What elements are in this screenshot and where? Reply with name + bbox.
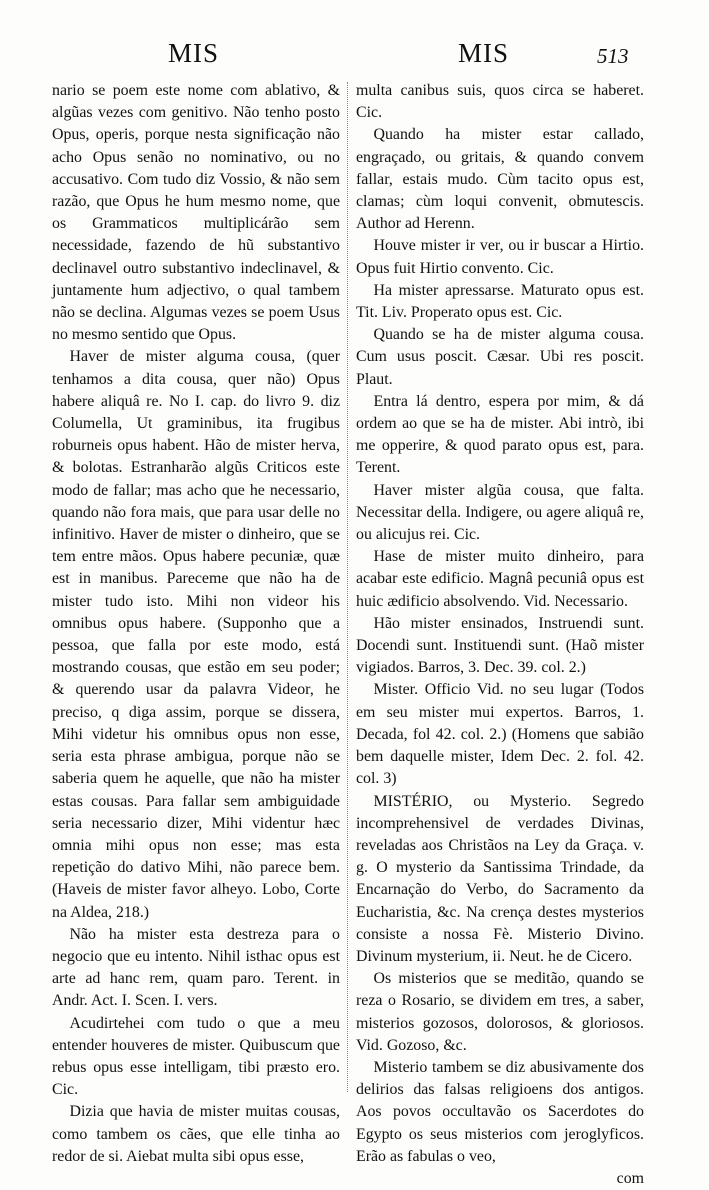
- paragraph: Quando se ha de mister alguma cousa. Cum usus poscit. Cæsar. Ubi res poscit. Plaut.: [356, 326, 644, 388]
- right-headword: MIS: [458, 38, 510, 68]
- paragraph: Ha mister apressarse. Maturato opus est. Tit. Liv. Properato opus est. Cic.: [356, 281, 644, 322]
- paragraph: Os misterios que se meditão, quando se reza o Rosario, se dividem em tres, a saber, misterios gozosos, dolorosos, & gloriosos. Vid. Gozoso, &c.: [356, 970, 644, 1054]
- catchword: com: [616, 1169, 644, 1187]
- paragraph: Hão mister ensinados, Instruendi sunt. Docendi sunt. Instituendi sunt. (Haõ mister vigiados. Barros, 3. Dec. 39. col. 2.): [356, 614, 644, 677]
- paragraph: nario se poem este nome com ablativo, & algũas vezes com genitivo. Não tenho posto Opus, operis, porque nesta significação não acho Opus senão no nominativo, ou no accusativo. Com tudo diz Vossio, & não sem razão, que Opus he hum mesmo nome, que os Grammaticos multiplicárão sem necessidade, fazendo de hũ substantivo declinavel outro substantivo indeclinavel, & juntamente hum adjectivo, o qual tambem não se declina. Algumas vezes se poem Usus no mesmo sentido que Opus.: [52, 82, 340, 344]
- paragraph: Quando ha mister estar callado, engraçado, ou gritais, & quando convem fallar, estais mudo. Cùm tacito opus est, clamas; cùm loqui convenit, obmutescis. Author ad Herenn.: [356, 126, 644, 233]
- entry-misterio: MISTÉRIO, ou Mysterio. Segredo incomprehensivel de verdades Divinas, reveladas aos Christãos na Ley da Graça. v. g. O mysterio da Santissima Trindade, da Encarnação do Verbo, do Sacramento da Eucharistia, &c. Na crença destes mysterios consiste a nossa Fè. Misterio Divino. Divinum mysterium, ii. Neut. he de Cicero.: [356, 792, 644, 965]
- paragraph: Houve mister ir ver, ou ir buscar a Hirtio. Opus fuit Hirtio convento. Cic.: [356, 237, 644, 277]
- paragraph: Hase de mister muito dinheiro, para acabar este edificio. Magnâ pecuniâ opus est huic ædificio absolvendo. Vid. Necessario.: [356, 548, 644, 610]
- paragraph: Haver mister algũa cousa, que falta. Necessitar della. Indigere, ou agere aliquâ re, ou alicujus rei. Cic.: [356, 481, 644, 544]
- left-column: [52, 80, 340, 1168]
- paragraph: multa canibus suis, quos circa se haberet. Cic.: [356, 82, 644, 122]
- paragraph: Haver de mister alguma cousa, (quer tenhamos a dita cousa, quer não) Opus habere aliquâ re. No I. cap. do livro 9. diz Columella, Ut graminibus, ita frugibus roburneis opus habent. Hão de mister herva, & bolotas. Estranharão algũs Criticos este modo de fallar; mas acho que he necessario, quando não fora mais, que para usar delle no infinitivo. Haver de mister o dinheiro, que se tem entre mãos. Opus habere pecuniæ, quæ est in manibus. Pareceme que não ha de mister tudo isto. Mihi non videor his omnibus opus habere. (Supponho que a pessoa, que falla por este modo, está mostrando cousas, que estão em seu poder; & querendo usar da palavra Videor, he preciso, q diga assim, porque se dissera, Mihi videtur his omnibus opus non esse, seria esta phrase ambigua, porque não se saberia quem he aquelle, que não ha mister estas cousas. Para fallar sem ambiguidade seria necessario dizer, Mihi videntur hæc omnia mihi opus non esse; mas esta repetição do dativo Mihi, não parece bem. (Haveis de mister favor alheyo. Lobo, Corte na Aldea, 218.): [52, 348, 340, 921]
- paragraph: Dizia que havia de mister muitas cousas, como tambem os cães, que elle tinha ao redor de si. Aiebat multa sibi opus esse,: [52, 1103, 340, 1165]
- paragraph: Não ha mister esta destreza para o negocio que eu intento. Nihil isthac opus est arte ad hanc rem, quam paro. Terent. in Andr. Act. I. Scen. I. vers.: [52, 925, 340, 1010]
- paragraph: Mister. Officio Vid. no seu lugar (Todos em seu mister mui expertos. Barros, 1. Decada, fol 42. col. 2.) (Homens que sabião bem daquelle mister, Idem Dec. 2. fol. 42. col. 3): [356, 681, 644, 788]
- paragraph: Misterio tambem se diz abusivamente dos delirios das falsas religioens dos antigos. Aos povos occultavão os Sacerdotes do Egypto os seus misterios com jeroglyficos. Erão as fabulas o veo,: [356, 1058, 644, 1165]
- column-divider: [347, 82, 348, 1092]
- page-number: 513: [597, 44, 629, 68]
- left-headword: MIS: [168, 38, 220, 68]
- paragraph: Entra lá dentro, espera por mim, & dá ordem ao que se ha de mister. Abi intrò, ibi me opperire, & quod parato opus est, para. Terent.: [356, 392, 644, 477]
- paragraph: Acudirtehei com tudo o que a meu entender houveres de mister. Quibuscum que rebus opus esse intelligam, tibi præsto ero. Cic.: [52, 1014, 340, 1099]
- running-header: [0, 38, 709, 78]
- right-column: [356, 80, 644, 1190]
